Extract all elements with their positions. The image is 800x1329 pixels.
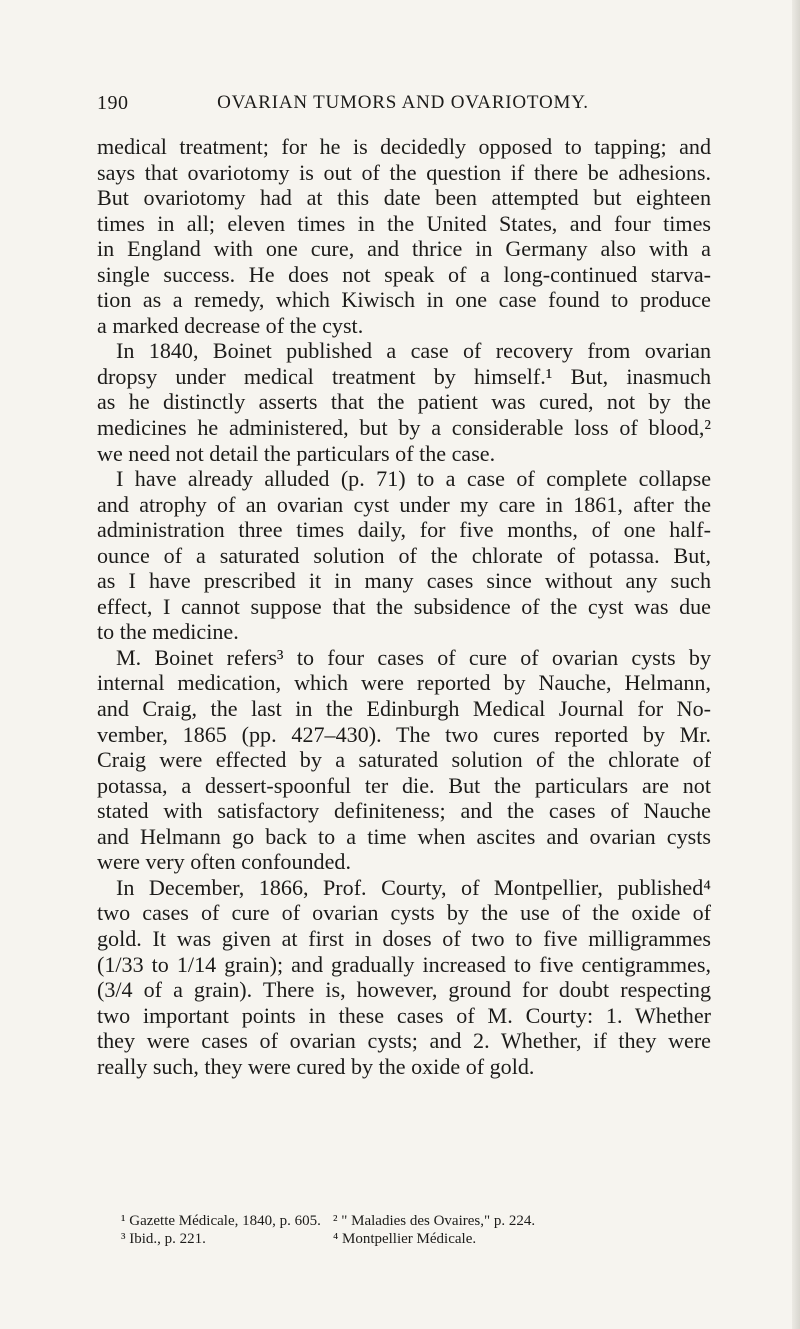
text-line: In 1840, Boinet published a case of recovery from ovarian bbox=[116, 338, 711, 364]
text-line: we need not detail the particulars of the case. bbox=[97, 440, 496, 466]
paragraph bbox=[97, 645, 711, 875]
text-line: gold. It was given at first in doses of two to five milligrammes bbox=[97, 925, 711, 951]
paragraph bbox=[97, 134, 711, 338]
text-line: medical treatment; for he is decidedly opposed to tapping; and bbox=[97, 134, 711, 159]
text-line: administration three times daily, for five months, of one half- bbox=[97, 517, 711, 543]
text-line: In December, 1866, Prof. Courty, of Montpellier, published⁴ bbox=[116, 874, 711, 900]
text-line: I have already alluded (p. 71) to a case of complete collapse bbox=[116, 466, 711, 492]
text-line: dropsy under medical treatment by himself.¹ But, inasmuch bbox=[97, 363, 711, 389]
text-line: internal medication, which were reported by Nauche, Helmann, bbox=[97, 670, 711, 696]
text-line: says that ovariotomy is out of the question if there be adhesions. bbox=[97, 159, 711, 185]
text-line: stated with satisfactory definiteness; and the cases of Nauche bbox=[97, 798, 711, 824]
text-line: to the medicine. bbox=[97, 619, 239, 645]
text-line: times in all; eleven times in the United States, and four times bbox=[97, 210, 711, 236]
text-line: ounce of a saturated solution of the chlorate of potassa. But, bbox=[97, 542, 711, 568]
page-header bbox=[97, 92, 709, 122]
text-line: as he distinctly asserts that the patient was cured, not by the bbox=[97, 389, 711, 415]
paragraph bbox=[97, 875, 711, 1079]
text-line: tion as a remedy, which Kiwisch in one case found to produce bbox=[97, 287, 711, 313]
text-line: in England with one cure, and thrice in Germany also with a bbox=[97, 236, 711, 262]
page-edge bbox=[792, 0, 800, 1329]
text-line: effect, I cannot suppose that the subsidence of the cyst was due bbox=[97, 593, 711, 619]
text-line: two cases of cure of ovarian cysts by the use of the oxide of bbox=[97, 900, 711, 926]
footnote-2: ² " Maladies des Ovaires," p. 224. bbox=[333, 1213, 536, 1229]
page-body bbox=[97, 134, 711, 1079]
text-line: (1/33 to 1/14 grain); and gradually increased to five centigrammes, bbox=[97, 951, 711, 977]
text-line: really such, they were cured by the oxide of gold. bbox=[97, 1053, 535, 1079]
footnotes bbox=[121, 1212, 721, 1248]
text-line: as I have prescribed it in many cases since without any such bbox=[97, 568, 711, 594]
running-title: OVARIAN TUMORS AND OVARIOTOMY. bbox=[217, 92, 589, 113]
text-line: potassa, a dessert-spoonful ter die. But the particulars are not bbox=[97, 772, 711, 798]
footnote-4: ⁴ Montpellier Médicale. bbox=[333, 1231, 477, 1247]
text-line: they were cases of ovarian cysts; and 2. Whether, if they were bbox=[97, 1028, 711, 1054]
text-line: two important points in these cases of M. Courty: 1. Whether bbox=[97, 1002, 711, 1028]
text-line: vember, 1865 (pp. 427–430). The two cures reported by Mr. bbox=[97, 721, 711, 747]
text-line: a marked decrease of the cyst. bbox=[97, 312, 364, 338]
text-line: and Craig, the last in the Edinburgh Medical Journal for No- bbox=[97, 696, 711, 722]
footnote-3: ³ Ibid., p. 221. bbox=[121, 1231, 206, 1247]
page-number: 190 bbox=[97, 92, 129, 114]
text-line: Craig were effected by a saturated solution of the chlorate of bbox=[97, 747, 711, 773]
text-line: M. Boinet refers³ to four cases of cure of ovarian cysts by bbox=[116, 644, 711, 670]
footnote-1: ¹ Gazette Médicale, 1840, p. 605. bbox=[121, 1213, 321, 1229]
text-line: and Helmann go back to a time when ascites and ovarian cysts bbox=[97, 823, 711, 849]
text-line: medicines he administered, but by a considerable loss of blood,² bbox=[97, 415, 711, 441]
paragraph bbox=[97, 338, 711, 466]
text-line: But ovariotomy had at this date been attempted but eighteen bbox=[97, 185, 711, 211]
text-line: and atrophy of an ovarian cyst under my care in 1861, after the bbox=[97, 491, 711, 517]
paragraph bbox=[97, 466, 711, 645]
text-line: were very often confounded. bbox=[97, 849, 351, 875]
text-line: single success. He does not speak of a long-continued starva- bbox=[97, 261, 711, 287]
text-line: (3/4 of a grain). There is, however, ground for doubt respecting bbox=[97, 977, 711, 1003]
